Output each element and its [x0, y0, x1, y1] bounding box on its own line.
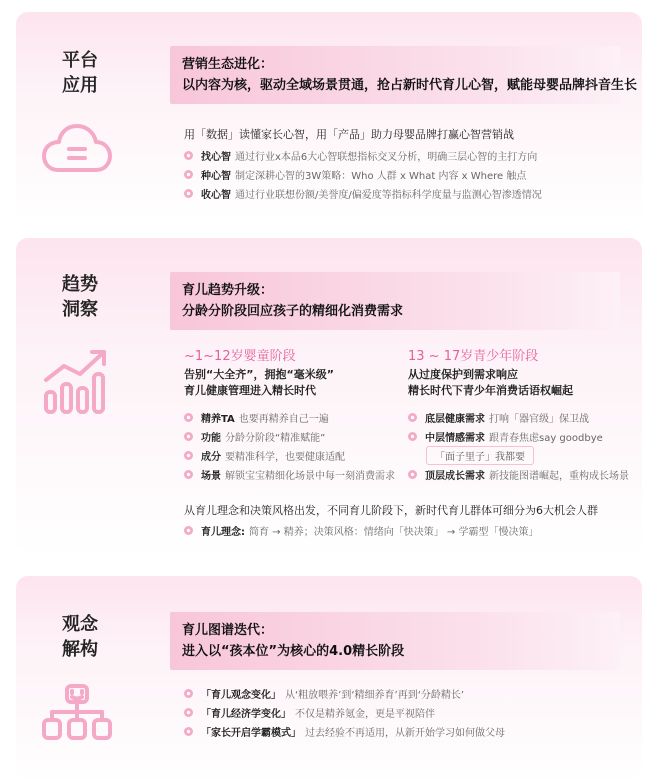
bullet-dot-icon — [408, 432, 417, 441]
bullet-list-left — [184, 408, 395, 484]
list-item: 找心智 通过行业x本品6大心智联想指标交叉分析，明确三层心智的主打方向 — [184, 146, 542, 165]
list-item — [408, 446, 629, 465]
tag-mianzi-lizi: 「面子里子」我都要 — [426, 446, 534, 465]
banner-trends: 育儿趋势升级： 分龄分阶段回应孩子的精细化消费需求 — [170, 272, 620, 330]
bullet-dot-icon — [184, 470, 193, 479]
list-item: 顶层成长需求 新技能图谱崛起，重构成长场景 — [408, 465, 629, 484]
list-item: 「育儿经济学变化」 不仅是精养氪金，更是平视陪伴 — [184, 703, 505, 722]
growth-chart-icon — [40, 344, 114, 416]
bullet-dot-icon — [184, 189, 193, 198]
list-item: 底层健康需求 打响「器官级」保卫战 — [408, 408, 629, 427]
section-title-platform: 平台 应用 — [62, 50, 98, 96]
bullet-dot-icon — [184, 727, 193, 736]
bullet-list-concepts — [184, 684, 505, 741]
bullet-dot-icon — [184, 708, 193, 717]
section-title-trends: 趋势 洞察 — [62, 274, 98, 320]
banner-concepts: 育儿图谱迭代： 进入以“孩本位”为核心的4.0精长阶段 — [170, 612, 620, 670]
bullet-list-platform — [184, 146, 542, 203]
list-item: 成分 要精准科学，也要健康适配 — [184, 446, 395, 465]
bullet-dot-icon — [408, 413, 417, 422]
right-column-heading: 13 ~ 17岁青少年阶段 — [408, 349, 539, 364]
bullet-dot-icon — [184, 451, 193, 460]
bullet-dot-icon — [408, 470, 417, 479]
section-title-concepts: 观念 解构 — [62, 614, 98, 660]
bullet-dot-icon — [184, 689, 193, 698]
bullet-list-summary — [184, 521, 538, 540]
bullet-dot-icon — [184, 526, 193, 535]
bullet-dot-icon — [184, 151, 193, 160]
section-card-concepts — [16, 576, 642, 782]
list-item: 种心智 制定深耕心智的3W策略：Who 人群 x What 内容 x Where 触点 — [184, 165, 542, 184]
bullet-dot-icon — [184, 170, 193, 179]
list-item: 功能 分龄分阶段“精准赋能” — [184, 427, 395, 446]
summary-trends: 从育儿理念和决策风格出发，不同育儿阶段下，新时代育儿群体可细分为6大机会人群 — [184, 504, 598, 517]
bullet-dot-icon — [184, 413, 193, 422]
list-item: 收心智 通过行业联想份额/美誉度/偏爱度等指标科学度量与监测心智渗透情况 — [184, 184, 542, 203]
lead-platform: 用「数据」读懂家长心智，用「产品」助力母婴品牌打赢心智营销战 — [184, 128, 514, 141]
list-item: 中层情感需求 跟青春焦虑say goodbye — [408, 427, 629, 446]
right-column-subtitle: 从过度保护到需求响应 精长时代下青少年消费话语权崛起 — [408, 368, 573, 397]
left-column-heading: ~1~12岁婴童阶段 — [184, 349, 296, 364]
family-tree-icon — [40, 682, 114, 744]
list-item: 精养TA 也要再精养自己一遍 — [184, 408, 395, 427]
list-item: 「家长开启学霸模式」 过去经验不再适用，从新开始学习如何做父母 — [184, 722, 505, 741]
bullet-list-right — [408, 408, 629, 484]
list-item: 「育儿观念变化」 从‘粗放喂养’到‘精细养育’再到‘分龄精长’ — [184, 684, 505, 703]
left-column-subtitle: 告别“大全齐”，拥抱“毫米级” 育儿健康管理进入精长时代 — [184, 368, 334, 397]
list-item: 育儿理念: 简育 → 精养；决策风格：情绪向「快决策」 → 学霸型「慢决策」 — [184, 521, 538, 540]
list-item: 场景 解锁宝宝精细化场景中每一刻消费需求 — [184, 465, 395, 484]
bullet-dot-icon — [184, 432, 193, 441]
cloud-data-icon — [40, 118, 114, 182]
banner-platform: 营销生态进化： 以内容为核，驱动全域场景贯通，抢占新时代育儿心智，赋能母婴品牌抖音生长 — [170, 46, 620, 104]
